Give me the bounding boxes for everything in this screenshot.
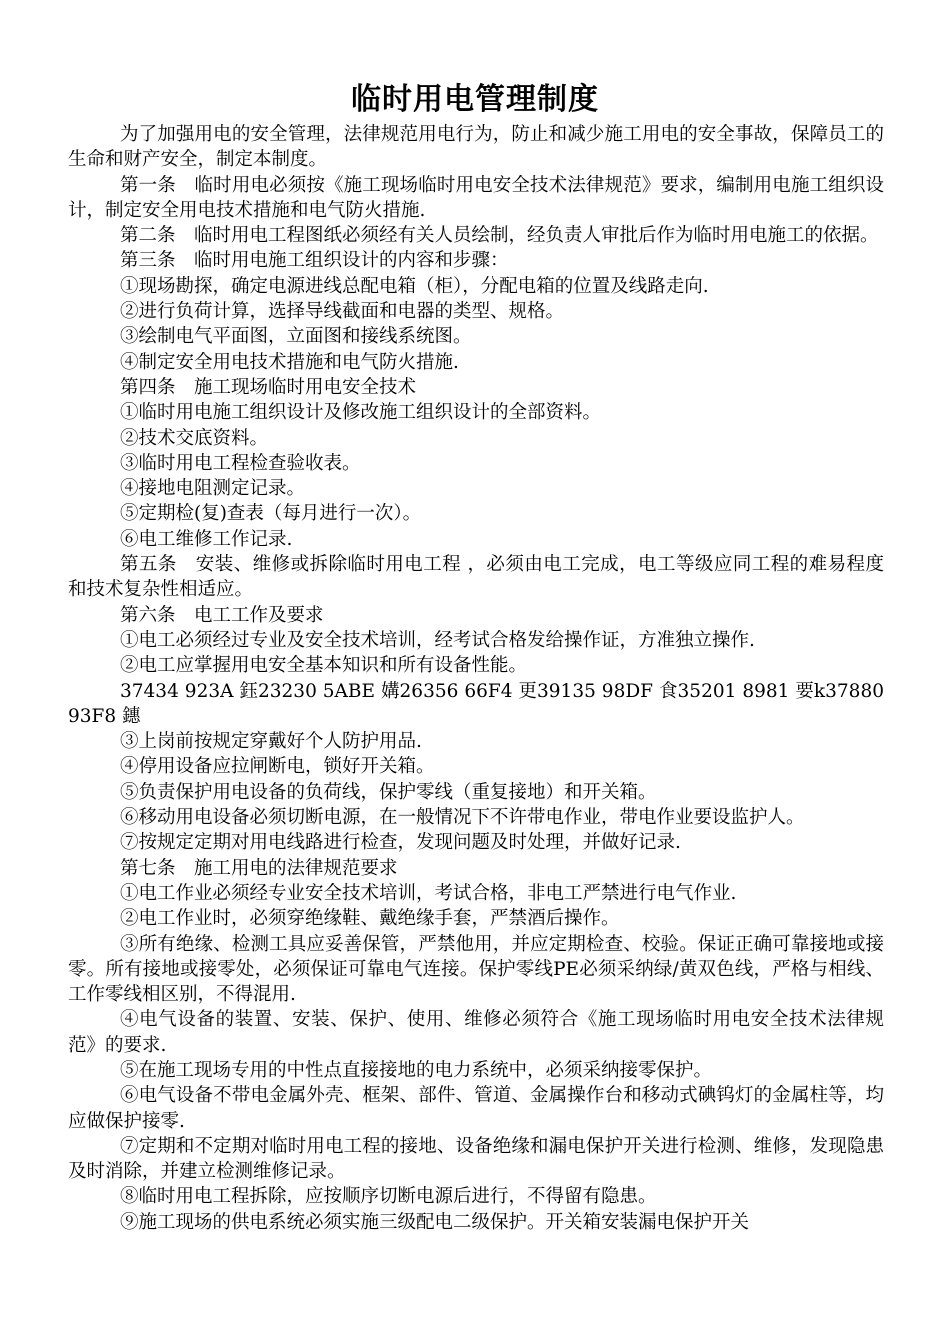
list-item: ③临时用电工程检查验收表。 [120,452,361,474]
list-item: ④制定安全用电技术措施和电气防火措施. [120,351,459,373]
list-item: ②电工作业时，必须穿绝缘鞋、戴绝缘手套，严禁酒后操作。 [120,908,620,930]
list-item: ④电气设备的装置、安装、保护、使用、维修必须符合《施工现场临时用电安全技术法律规范》的要求. [68,1009,884,1056]
list-item: ⑥电工维修工作记录. [120,528,293,550]
list-item: ⑦按规定定期对用电线路进行检查，发现问题及时处理，并做好记录. [120,832,681,854]
list-item: ③上岗前按规定穿戴好个人防护用品. [120,731,422,753]
list-item: ⑥移动用电设备必须切断电源，在一般情况下不许带电作业，带电作业要设监护人。 [120,807,805,829]
article-6-heading: 第六条 电工工作及要求 [120,604,324,626]
document-title: 临时用电管理制度 [351,82,599,117]
article-7-heading: 第七条 施工用电的法律规范要求 [120,857,398,879]
list-item: ②进行负荷计算，选择导线截面和电器的类型、规格。 [120,301,565,323]
document-body [68,122,884,1235]
list-item: ①电工必须经过专业及安全技术培训，经考试合格发给操作证，方准独立操作. [120,629,755,651]
article-2: 第二条 临时用电工程图纸必须经有关人员绘制，经负责人审批后作为临时用电施工的依据。 [120,225,879,247]
list-item: ④停用设备应拉闸断电，锁好开关箱。 [120,756,435,778]
list-item: ⑦定期和不定期对临时用电工程的接地、设备绝缘和漏电保护开关进行检测、维修，发现隐患及时消除，并建立检测维修记录。 [68,1135,884,1183]
list-item: ⑧临时用电工程拆除，应按顺序切断电源后进行，不得留有隐患。 [120,1186,657,1208]
list-item: ①临时用电施工组织设计及修改施工组织设计的全部资料。 [120,402,602,424]
list-item: ④接地电阻测定记录。 [120,478,306,500]
list-item: ②电工应掌握用电安全基本知识和所有设备性能。 [120,655,528,677]
list-item: ⑥电气设备不带电金属外壳、框架、部件、管道、金属操作台和移动式碘钨灯的金属柱等，均应做保护接零. [68,1085,884,1132]
list-item: ①现场勘探，确定电源进线总配电箱（柜），分配电箱的位置及线路走向. [120,275,709,297]
list-item: ②技术交底资料。 [120,427,269,449]
article-3-heading: 第三条 临时用电施工组织设计的内容和步骤： [120,250,509,272]
article-1: 第一条 临时用电必须按《施工现场临时用电安全技术法律规范》要求，编制用电施工组织设计，制定安全用电技术措施和电气防火措施. [68,174,884,221]
list-item: ⑤定期检(复)查表（每月进行一次）。 [120,503,422,525]
list-item: ⑤负责保护用电设备的负荷线，保护零线（重复接地）和开关箱。 [120,781,657,803]
article-5: 第五条 安装、维修或拆除临时用电工程 ，必须由电工完成，电工等级应同工程的难易程度和技术复杂性相适应。 [68,554,884,601]
article-4-heading: 第四条 施工现场临时用电安全技术 [120,376,417,398]
paragraph-intro: 为了加强用电的安全管理，法律规范用电行为，防止和减少施工用电的安全事故，保障员工的生命和财产安全，制定本制度。 [68,124,884,171]
list-item: ①电工作业必须经专业安全技术培训，考试合格，非电工严禁进行电气作业. [120,882,737,904]
list-item: ⑤在施工现场专用的中性点直接接地的电力系统中，必须采纳接零保护。 [120,1059,713,1081]
garbled-code-line: 37434 923A 鈺23230 5ABE 媾26356 66F4 更39135 98DF 食35201 8981 要k37880 93F8 鏸 [68,680,884,727]
list-item: ③绘制电气平面图，立面图和接线系统图。 [120,326,472,348]
list-item: ③所有绝缘、检测工具应妥善保管，严禁他用，并应定期检查、校验。保证正确可靠接地或接零。所有接地或接零处，必须保证可靠电气连接。保护零线PE必须采纳绿/黄双色线，严格与相线、工作零线相区别，不得混用. [68,933,884,1006]
list-item: ⑨施工现场的供电系统必须实施三级配电二级保护。开关箱安装漏电保护开关 [120,1211,750,1233]
